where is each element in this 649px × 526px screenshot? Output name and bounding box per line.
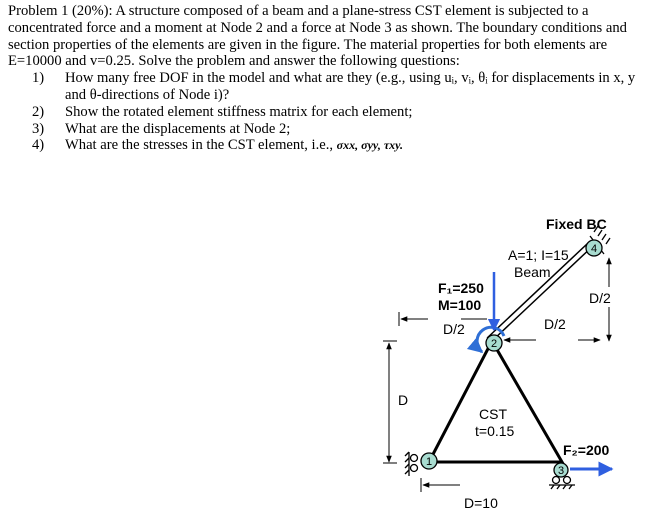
dimension-d2-left-label: D/2 xyxy=(443,321,465,337)
thickness-label: t=0.15 xyxy=(475,423,515,439)
stress-components: σxx, σyy, τxy. xyxy=(336,138,404,153)
dimension-d-label: D xyxy=(398,392,409,408)
svg-text:4: 4 xyxy=(590,243,598,255)
cst-label: CST xyxy=(479,406,507,422)
dimension-d2-beam-label: D/2 xyxy=(544,316,566,332)
node-3 xyxy=(554,463,568,477)
node-1 xyxy=(421,453,437,469)
cst-element xyxy=(429,341,562,462)
dimension-d-bottom-label: D=10 xyxy=(464,495,498,511)
svg-text:1: 1 xyxy=(425,456,433,468)
question-4: 4) What are the stresses in the CST element, i.e., σxx, σyy, τxy. xyxy=(32,137,404,154)
roller-support-node3 xyxy=(549,477,575,490)
force-f1-label: F₁=250 xyxy=(438,280,484,296)
dimension-d-bottom xyxy=(421,478,460,492)
moment-label: M=100 xyxy=(438,297,482,313)
question-1: 1) How many free DOF in the model and what are they (e.g., using uᵢ, vᵢ, θᵢ for displacements in x, y and θ-directions of Node i)? xyxy=(32,70,636,103)
fixed-bc-label: Fixed BC xyxy=(546,216,607,232)
svg-text:3: 3 xyxy=(557,465,565,477)
node-2 xyxy=(486,335,502,351)
node-4 xyxy=(586,240,602,256)
dimension-d2-vertical-label: D/2 xyxy=(589,290,611,306)
pin-support-node1 xyxy=(405,452,418,476)
dimension-d-vertical xyxy=(383,341,397,463)
question-2: 2) Show the rotated element stiffness matrix for each element; xyxy=(32,103,413,120)
problem-intro: Problem 1 (20%): A structure composed of a beam and a plane-stress CST element is subjected to a concentrated force and a moment at Node 2 and a force at Node 3 as shown. The boundary conditions and section properties of the elements are given in the figure. The material properties for both elements are E=10000 and v=0.25. Solve the problem and answer the following questions: xyxy=(8,3,627,70)
beam-properties-label: A=1; I=15 xyxy=(508,247,569,263)
force-f2-label: F₂=200 xyxy=(563,442,610,458)
beam-label: Beam xyxy=(514,264,551,280)
question-3: 3) What are the displacements at Node 2; xyxy=(32,120,291,137)
svg-text:2: 2 xyxy=(490,338,498,350)
